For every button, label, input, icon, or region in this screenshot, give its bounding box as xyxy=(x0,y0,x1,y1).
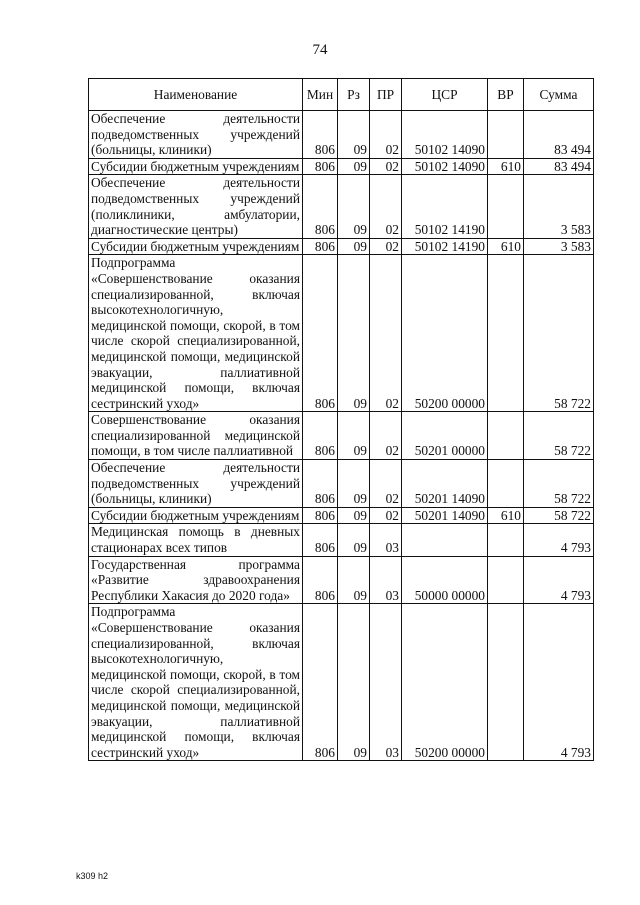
cell-vr xyxy=(488,604,524,761)
cell-rz: 09 xyxy=(338,412,370,460)
cell-rz: 09 xyxy=(338,460,370,508)
cell-name: Обеспечение деятельности подведомственных учреждений (больницы, клиники) xyxy=(89,460,303,508)
cell-name: Обеспечение деятельности подведомственных учреждений (больницы, клиники) xyxy=(89,111,303,159)
table-row xyxy=(89,158,594,175)
cell-pr: 02 xyxy=(370,412,402,460)
cell-min: 806 xyxy=(303,238,338,255)
cell-vr xyxy=(488,255,524,412)
cell-vr: 610 xyxy=(488,238,524,255)
table-row xyxy=(89,604,594,761)
table-row xyxy=(89,255,594,412)
cell-name: Обеспечение деятельности подведомственных учреждений (поликлиники, амбулатории, диагностические центры) xyxy=(89,175,303,238)
header-vr: ВР xyxy=(488,79,524,111)
cell-vr xyxy=(488,460,524,508)
cell-sum: 3 583 xyxy=(524,238,594,255)
table-row xyxy=(89,524,594,556)
table-row xyxy=(89,460,594,508)
cell-sum: 4 793 xyxy=(524,524,594,556)
cell-vr xyxy=(488,556,524,604)
table-row xyxy=(89,111,594,159)
cell-rz: 09 xyxy=(338,175,370,238)
cell-pr: 02 xyxy=(370,460,402,508)
table-row xyxy=(89,507,594,524)
cell-pr: 02 xyxy=(370,111,402,159)
cell-vr: 610 xyxy=(488,507,524,524)
cell-csr: 50102 14190 xyxy=(402,238,488,255)
cell-name: Субсидии бюджетным учреждениям xyxy=(89,158,303,175)
cell-min: 806 xyxy=(303,175,338,238)
cell-rz: 09 xyxy=(338,111,370,159)
cell-sum: 58 722 xyxy=(524,412,594,460)
table-row xyxy=(89,556,594,604)
cell-min: 806 xyxy=(303,556,338,604)
cell-min: 806 xyxy=(303,412,338,460)
cell-name: Медицинская помощь в дневных стационарах всех типов xyxy=(89,524,303,556)
budget-table xyxy=(88,78,594,761)
cell-name: Подпрограмма «Совершенствование оказания специализированной, включая высокотехнологичную, медицинской помощи, скорой, в том числе скорой специализированной, медицинской помощи, медицинской эвакуации, паллиативной медицинской помощи, включая сестринский уход» xyxy=(89,255,303,412)
cell-csr: 50201 00000 xyxy=(402,412,488,460)
cell-rz: 09 xyxy=(338,604,370,761)
header-csr: ЦСР xyxy=(402,79,488,111)
cell-pr: 02 xyxy=(370,507,402,524)
cell-name: Совершенствование оказания специализированной медицинской помощи, в том числе паллиативной xyxy=(89,412,303,460)
cell-min: 806 xyxy=(303,158,338,175)
cell-rz: 09 xyxy=(338,158,370,175)
cell-sum: 83 494 xyxy=(524,158,594,175)
cell-csr: 50000 00000 xyxy=(402,556,488,604)
cell-pr: 02 xyxy=(370,238,402,255)
header-rz: Рз xyxy=(338,79,370,111)
page-number: 74 xyxy=(312,42,328,58)
cell-csr: 50102 14190 xyxy=(402,175,488,238)
cell-sum: 4 793 xyxy=(524,556,594,604)
cell-min: 806 xyxy=(303,524,338,556)
cell-pr: 03 xyxy=(370,604,402,761)
cell-min: 806 xyxy=(303,460,338,508)
cell-csr: 50200 00000 xyxy=(402,255,488,412)
cell-csr: 50200 00000 xyxy=(402,604,488,761)
cell-vr xyxy=(488,524,524,556)
cell-pr: 02 xyxy=(370,158,402,175)
cell-csr: 50201 14090 xyxy=(402,507,488,524)
cell-rz: 09 xyxy=(338,524,370,556)
cell-csr: 50201 14090 xyxy=(402,460,488,508)
cell-rz: 09 xyxy=(338,238,370,255)
cell-csr: 50102 14090 xyxy=(402,111,488,159)
cell-name: Подпрограмма «Совершенствование оказания специализированной, включая высокотехнологичную, медицинской помощи, скорой, в том числе скорой специализированной, медицинской помощи, медицинской эвакуации, паллиативной медицинской помощи, включая сестринский уход» xyxy=(89,604,303,761)
cell-vr xyxy=(488,412,524,460)
cell-sum: 58 722 xyxy=(524,460,594,508)
table-row xyxy=(89,412,594,460)
cell-csr: 50102 14090 xyxy=(402,158,488,175)
table-row xyxy=(89,175,594,238)
header-name: Наименование xyxy=(89,79,303,111)
cell-min: 806 xyxy=(303,111,338,159)
cell-min: 806 xyxy=(303,507,338,524)
cell-vr xyxy=(488,111,524,159)
table-row xyxy=(89,238,594,255)
cell-min: 806 xyxy=(303,255,338,412)
cell-sum: 83 494 xyxy=(524,111,594,159)
footer-code: k309 h2 xyxy=(76,871,109,881)
cell-pr: 02 xyxy=(370,175,402,238)
cell-sum: 4 793 xyxy=(524,604,594,761)
cell-min: 806 xyxy=(303,604,338,761)
cell-name: Субсидии бюджетным учреждениям xyxy=(89,238,303,255)
cell-pr: 03 xyxy=(370,524,402,556)
cell-pr: 02 xyxy=(370,255,402,412)
cell-pr: 03 xyxy=(370,556,402,604)
cell-sum: 3 583 xyxy=(524,175,594,238)
cell-rz: 09 xyxy=(338,556,370,604)
cell-sum: 58 722 xyxy=(524,255,594,412)
table-header-row xyxy=(89,79,594,111)
cell-vr: 610 xyxy=(488,158,524,175)
header-min: Мин xyxy=(303,79,338,111)
cell-name: Субсидии бюджетным учреждениям xyxy=(89,507,303,524)
cell-name: Государственная программа «Развитие здравоохранения Республики Хакасия до 2020 года» xyxy=(89,556,303,604)
header-pr: ПР xyxy=(370,79,402,111)
cell-sum: 58 722 xyxy=(524,507,594,524)
cell-rz: 09 xyxy=(338,255,370,412)
cell-csr xyxy=(402,524,488,556)
header-sum: Сумма xyxy=(524,79,594,111)
cell-rz: 09 xyxy=(338,507,370,524)
cell-vr xyxy=(488,175,524,238)
